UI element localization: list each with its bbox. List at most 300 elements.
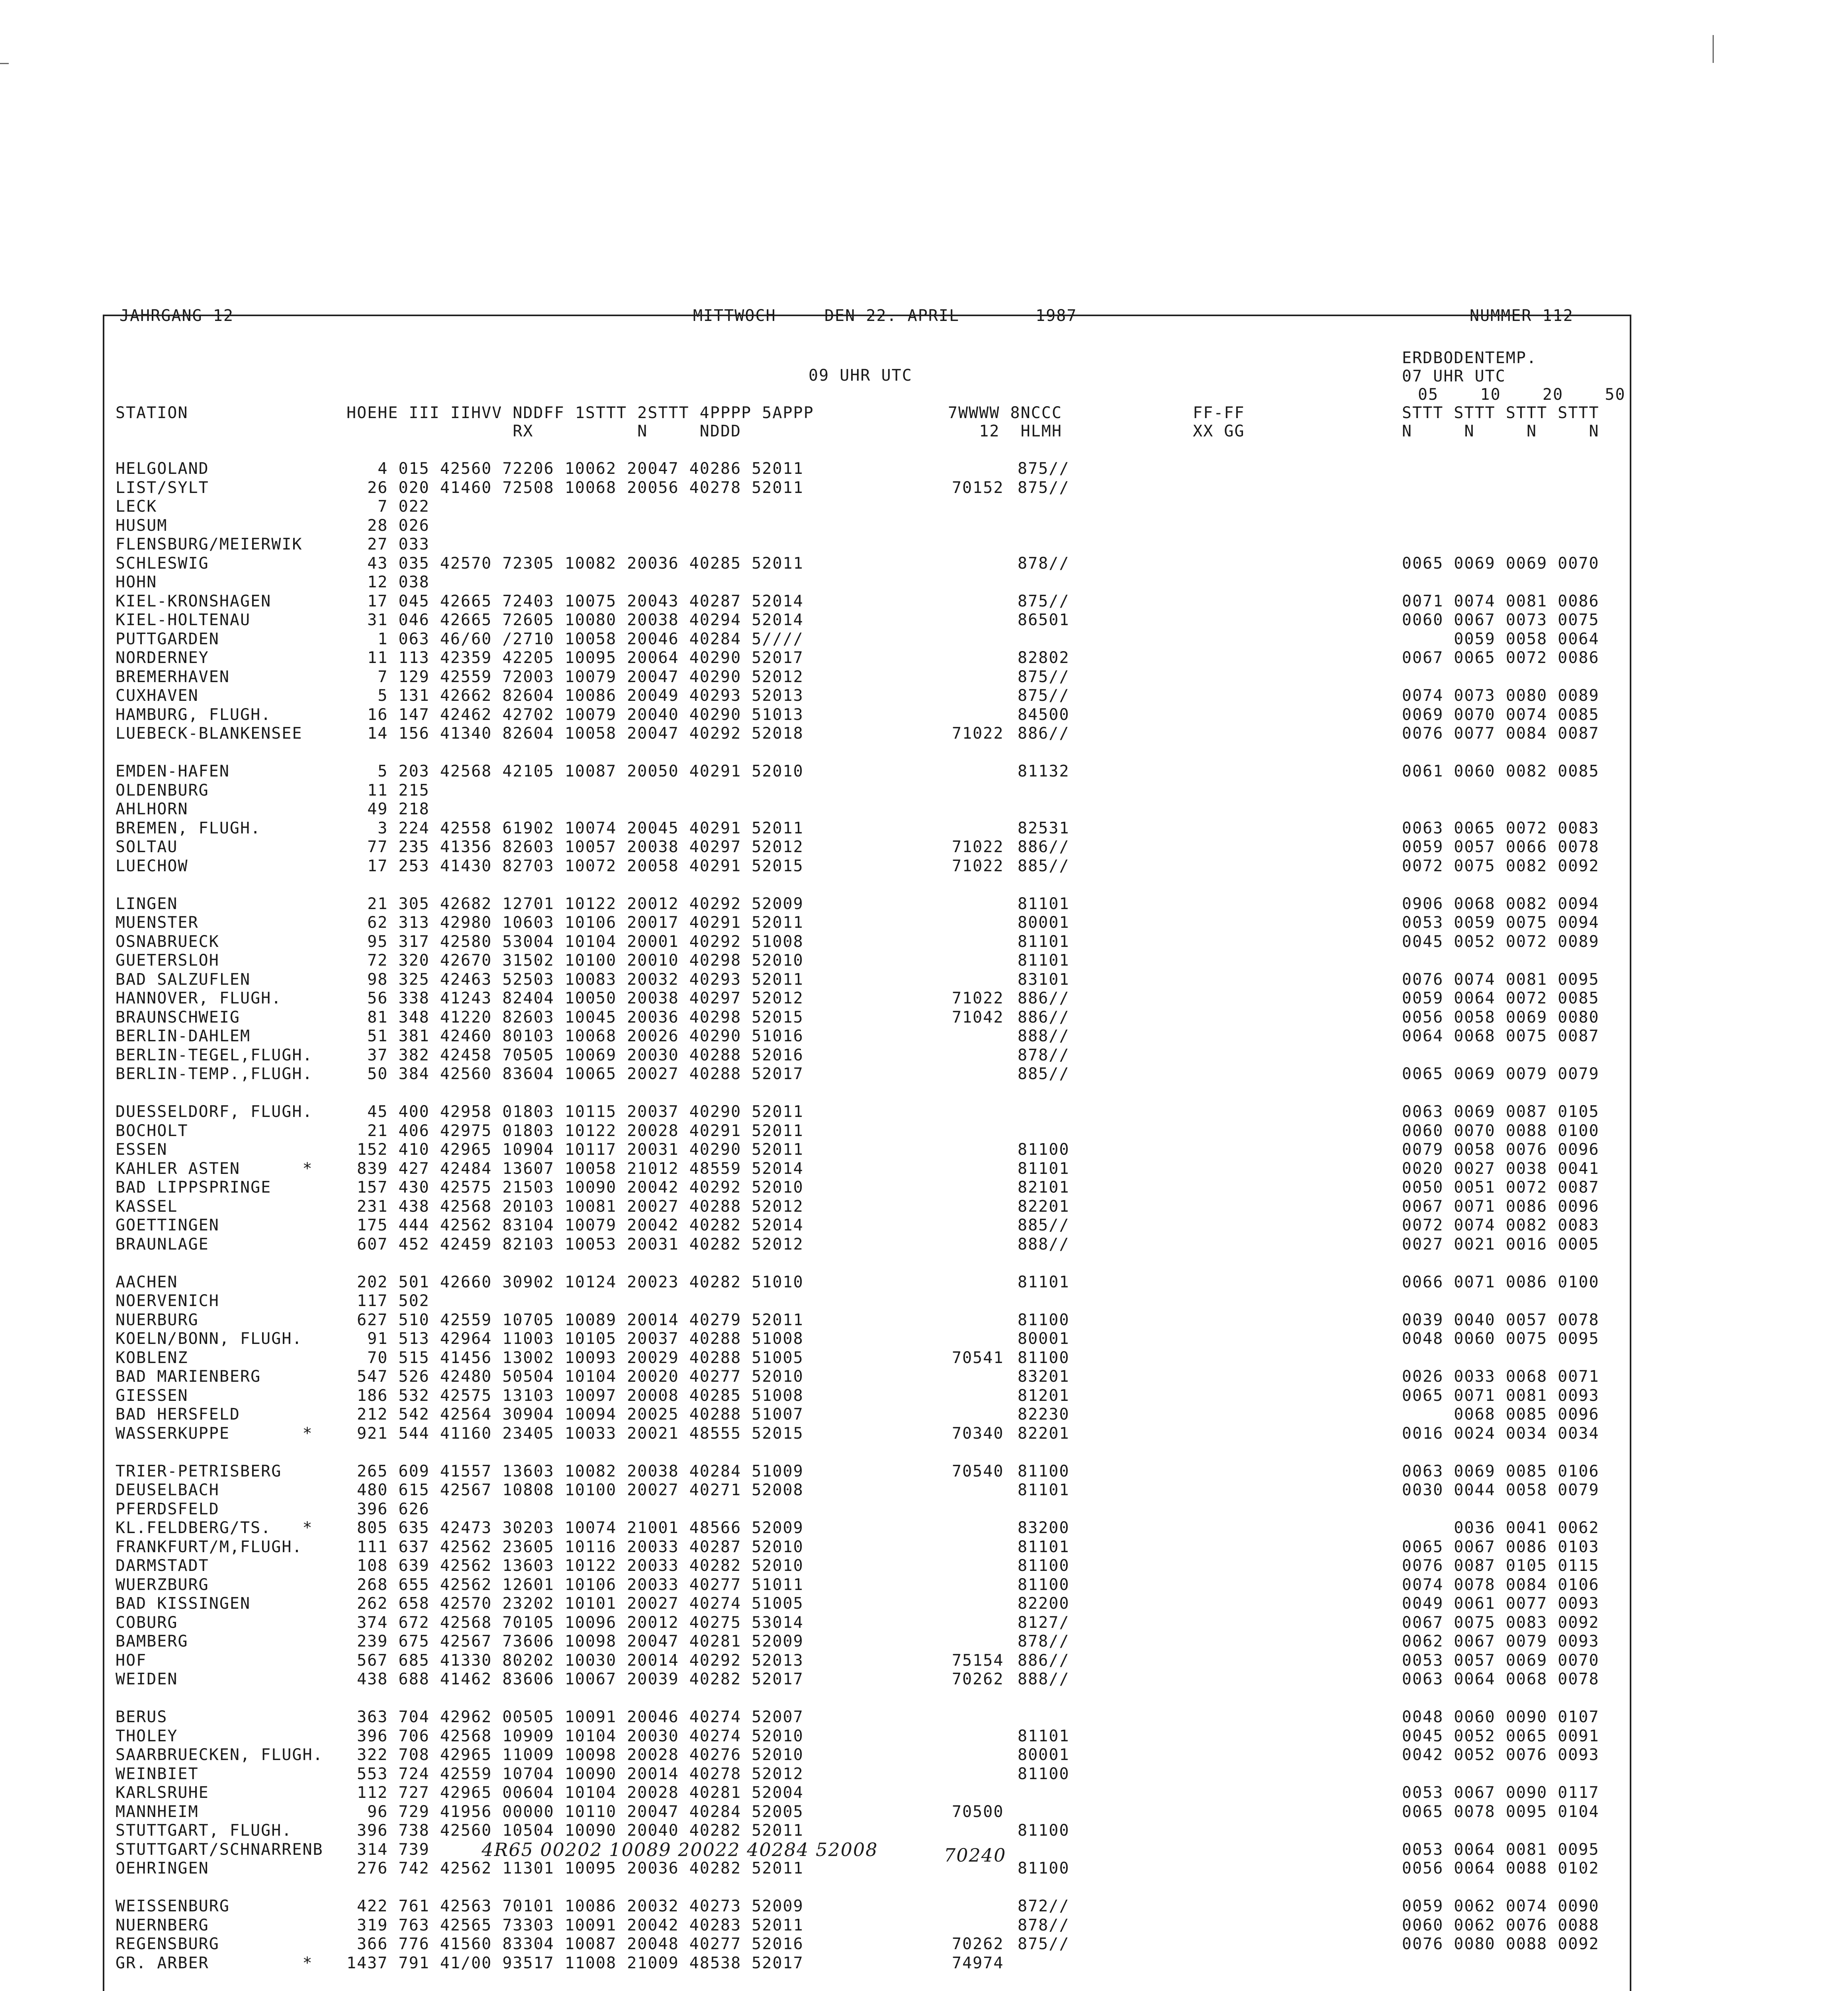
station-name: GUETERSLOH [116, 951, 219, 970]
station-name: KAHLER ASTEN * [116, 1159, 313, 1178]
station-codes: 235 41356 82603 10057 20038 40297 52012 [398, 838, 804, 856]
station-name: WEINBIET [116, 1764, 199, 1783]
cloud-code: 888// [1018, 1235, 1070, 1254]
cloud-code: 80001 [1018, 913, 1070, 932]
station-codes: 033 [398, 535, 430, 553]
scan-mark [1713, 35, 1714, 63]
station-name: BAD SALZUFLEN [116, 970, 251, 989]
station-height: 72 [367, 951, 388, 970]
station-height: 262 [357, 1594, 388, 1613]
station-name: FRANKFURT/M,FLUGH. [116, 1537, 303, 1556]
soil-temperatures: 0065 0071 0081 0093 [1402, 1386, 1599, 1405]
station-codes: 131 42662 82604 10086 20049 40293 52013 [398, 686, 804, 705]
soil-temperatures: 0039 0040 0057 0078 [1402, 1310, 1599, 1329]
station-height: 396 [357, 1821, 388, 1840]
station-codes: 526 42480 50504 10104 20020 40277 52010 [398, 1367, 804, 1386]
station-codes: 637 42562 23605 10116 20033 40287 52010 [398, 1537, 804, 1556]
station-height: 839 [357, 1159, 388, 1178]
station-codes: 381 42460 80103 10068 20026 40290 51016 [398, 1027, 804, 1045]
station-codes: 313 42980 10603 10106 20017 40291 52011 [398, 913, 804, 932]
soil-temperatures: 0063 0064 0068 0078 [1402, 1670, 1599, 1688]
soil-temperatures: 0065 0069 0079 0079 [1402, 1065, 1599, 1083]
soil-temperatures: 0060 0070 0088 0100 [1402, 1121, 1599, 1140]
station-codes: 502 [398, 1292, 430, 1310]
station-codes: 615 42567 10808 10100 20027 40271 52008 [398, 1481, 804, 1499]
station-codes: 438 42568 20103 10081 20027 40288 52012 [398, 1197, 804, 1216]
station-codes: 338 41243 82404 10050 20038 40297 52012 [398, 989, 804, 1007]
station-codes: 544 41160 23405 10033 20021 48555 52015 [398, 1424, 804, 1443]
station-name: BERUS [116, 1708, 168, 1726]
station-height: 157 [357, 1178, 388, 1197]
station-codes: 742 42562 11301 10095 20036 40282 52011 [398, 1859, 804, 1878]
station-codes: 022 [398, 497, 430, 516]
day-label: MITTWOCH [693, 307, 776, 325]
soil-temperatures: 0053 0059 0075 0094 [1402, 913, 1599, 932]
station-name: LECK [116, 497, 157, 516]
station-height: 212 [357, 1405, 388, 1424]
station-name: DUESSELDORF, FLUGH. [116, 1103, 313, 1121]
cloud-code: 886// [1018, 838, 1070, 856]
station-height: 62 [367, 913, 388, 932]
station-height: 17 [367, 857, 388, 875]
soil-temperatures: 0045 0052 0065 0091 [1402, 1727, 1599, 1745]
soil-temperatures: 0076 0080 0088 0092 [1402, 1935, 1599, 1953]
station-name: BREMERHAVEN [116, 667, 230, 686]
year-label: 1987 [1036, 307, 1077, 325]
station-codes: 384 42560 83604 10065 20027 40288 52017 [398, 1065, 804, 1083]
soil-temperatures: 0068 0085 0096 [1402, 1405, 1599, 1424]
station-height: 70 [367, 1348, 388, 1367]
weather-column-header: 7WWWW 8NCCC [948, 404, 1062, 422]
cloud-code: 888// [1018, 1027, 1070, 1045]
station-codes: 113 42359 42205 10095 20064 40290 52017 [398, 649, 804, 667]
station-height: 265 [357, 1462, 388, 1481]
station-height: 5 [378, 686, 388, 705]
station-name: WEIDEN [116, 1670, 178, 1688]
cloud-code: 81101 [1018, 894, 1070, 913]
cloud-code: 888// [1018, 1670, 1070, 1688]
soil-temperatures: 0030 0044 0058 0079 [1402, 1481, 1599, 1499]
station-name: BAD LIPPSPRINGE [116, 1178, 272, 1197]
station-name: REGENSBURG [116, 1935, 219, 1953]
station-codes: 739 [398, 1840, 430, 1859]
station-name: ESSEN [116, 1140, 168, 1159]
soil-temperatures: 0072 0074 0082 0083 [1402, 1216, 1599, 1234]
soil-depths: 05 10 20 50 [1418, 385, 1626, 404]
cloud-code: 81100 [1018, 1575, 1070, 1594]
soil-temperatures: 0060 0062 0076 0088 [1402, 1916, 1599, 1934]
weather-code: 75154 [952, 1651, 1004, 1670]
station-name: BAD KISSINGEN [116, 1594, 251, 1613]
cloud-code: 81101 [1018, 951, 1070, 970]
station-height: 50 [367, 1065, 388, 1083]
weather-code: 70262 [952, 1935, 1004, 1953]
soil-temperatures: 0076 0087 0105 0115 [1402, 1557, 1599, 1575]
station-height: 81 [367, 1008, 388, 1027]
cloud-code: 81101 [1018, 1159, 1070, 1178]
station-codes: 035 42570 72305 10082 20036 40285 52011 [398, 554, 804, 573]
station-codes: 427 42484 13607 10058 21012 48559 52014 [398, 1159, 804, 1178]
station-height: 547 [357, 1367, 388, 1386]
station-height: 51 [367, 1027, 388, 1045]
cloud-code: 875// [1018, 686, 1070, 705]
station-name: KIEL-HOLTENAU [116, 611, 251, 629]
station-codes: 706 42568 10909 10104 20030 40274 52010 [398, 1727, 804, 1745]
station-height: 108 [357, 1557, 388, 1575]
station-name: NUERBURG [116, 1310, 199, 1329]
station-codes: 046 42665 72605 10080 20038 40294 52014 [398, 611, 804, 629]
station-height: 14 [367, 724, 388, 743]
cloud-code: 81101 [1018, 1481, 1070, 1499]
station-codes: 532 42575 13103 10097 20008 40285 51008 [398, 1386, 804, 1405]
soil-temperatures: 0076 0074 0081 0095 [1402, 970, 1599, 989]
cloud-code: 83101 [1018, 970, 1070, 989]
soil-temp-header: ERDBODENTEMP. [1402, 349, 1537, 367]
soil-temperatures: 0064 0068 0075 0087 [1402, 1027, 1599, 1045]
cloud-code: 82201 [1018, 1424, 1070, 1443]
cloud-code: 885// [1018, 1065, 1070, 1083]
station-name: OSNABRUECK [116, 932, 219, 951]
station-name: HELGOLAND [116, 460, 209, 478]
station-height: 363 [357, 1708, 388, 1726]
weather-code: 70340 [952, 1424, 1004, 1443]
station-codes: 305 42682 12701 10122 20012 40292 52009 [398, 894, 804, 913]
soil-temperatures: 0059 0058 0064 [1402, 630, 1599, 648]
station-height: 28 [367, 516, 388, 535]
station-name: BERLIN-DAHLEM [116, 1027, 251, 1045]
code-column-subheaders: RX N NDDD [346, 422, 742, 440]
soil-temperatures: 0027 0021 0016 0005 [1402, 1235, 1599, 1254]
station-codes: 738 42560 10504 10090 20040 40282 52011 [398, 1821, 804, 1840]
station-codes: 382 42458 70505 10069 20030 40288 52016 [398, 1046, 804, 1064]
station-name: LUEBECK-BLANKENSEE [116, 724, 303, 743]
station-codes: 688 41462 83606 10067 20039 40282 52017 [398, 1670, 804, 1688]
station-name: KARLSRUHE [116, 1784, 209, 1802]
station-codes: 147 42462 42702 10079 20040 40290 51013 [398, 705, 804, 724]
station-codes: 729 41956 00000 10110 20047 40284 52005 [398, 1802, 804, 1821]
station-codes: 129 42559 72003 10079 20047 40290 52012 [398, 667, 804, 686]
station-height: 21 [367, 894, 388, 913]
station-height: 175 [357, 1216, 388, 1234]
station-name: BAMBERG [116, 1632, 188, 1651]
station-name: SCHLESWIG [116, 554, 209, 573]
soil-temperatures: 0072 0075 0082 0092 [1402, 857, 1599, 875]
station-name: OLDENBURG [116, 781, 209, 800]
cloud-code: 81100 [1018, 1140, 1070, 1159]
soil-temperatures: 0020 0027 0038 0041 [1402, 1159, 1599, 1178]
station-codes: 224 42558 61902 10074 20045 40291 52011 [398, 819, 804, 837]
cloud-code: 875// [1018, 592, 1070, 610]
cloud-code: 81101 [1018, 1727, 1070, 1745]
station-name: KASSEL [116, 1197, 178, 1216]
station-height: 366 [357, 1935, 388, 1953]
station-name: BREMEN, FLUGH. [116, 819, 261, 837]
weather-code: 70541 [952, 1348, 1004, 1367]
station-height: 7 [378, 497, 388, 516]
station-height: 56 [367, 989, 388, 1007]
soil-temperatures: 0067 0065 0072 0086 [1402, 649, 1599, 667]
station-codes: 542 42564 30904 10094 20025 40288 51007 [398, 1405, 804, 1424]
soil-temperatures: 0060 0067 0073 0075 [1402, 611, 1599, 629]
station-codes: 156 41340 82604 10058 20047 40292 52018 [398, 724, 804, 743]
station-height: 374 [357, 1613, 388, 1632]
cloud-code: 83201 [1018, 1367, 1070, 1386]
soil-temperatures: 0074 0078 0084 0106 [1402, 1575, 1599, 1594]
cloud-code: 83200 [1018, 1519, 1070, 1537]
station-name: WASSERKUPPE * [116, 1424, 313, 1443]
station-name: BERLIN-TEGEL,FLUGH. [116, 1046, 313, 1064]
station-codes: 218 [398, 800, 430, 818]
station-height: 12 [367, 573, 388, 591]
code-column-headers: HOEHE III IIHVV NDDFF 1STTT 2STTT 4PPPP 5APPP [346, 404, 814, 422]
station-codes: 727 42965 00604 10104 20028 40281 52004 [398, 1784, 804, 1802]
station-height: 322 [357, 1746, 388, 1764]
station-codes: 038 [398, 573, 430, 591]
station-codes: 253 41430 82703 10072 20058 40291 52015 [398, 857, 804, 875]
cloud-code: 81132 [1018, 762, 1070, 780]
soil-temperatures: 0053 0067 0090 0117 [1402, 1784, 1599, 1802]
cloud-code: 82201 [1018, 1197, 1070, 1216]
handwritten-weather-code: 70240 [944, 1844, 1006, 1866]
station-height: 231 [357, 1197, 388, 1216]
station-codes: 685 41330 80202 10030 20014 40292 52013 [398, 1651, 804, 1670]
soil-temperatures: 0050 0051 0072 0087 [1402, 1178, 1599, 1197]
station-height: 27 [367, 535, 388, 553]
weather-code: 71022 [952, 838, 1004, 856]
weather-column-subheader: 12 HLMH [948, 422, 1062, 440]
station-name: KL.FELDBERG/TS. * [116, 1519, 313, 1537]
weather-code: 71022 [952, 857, 1004, 875]
cloud-code: 886// [1018, 1008, 1070, 1027]
date-label: DEN 22. APRIL [824, 307, 960, 325]
station-name: HOHN [116, 573, 157, 591]
cloud-code: 886// [1018, 724, 1070, 743]
weather-code: 74974 [952, 1954, 1004, 1972]
station-name: GIESSEN [116, 1386, 188, 1405]
soil-temperatures: 0906 0068 0082 0094 [1402, 894, 1599, 913]
station-codes: 045 42665 72403 10075 20043 40287 52014 [398, 592, 804, 610]
station-codes: 513 42964 11003 10105 20037 40288 51008 [398, 1330, 804, 1348]
station-name: NUERNBERG [116, 1916, 209, 1934]
station-height: 117 [357, 1292, 388, 1310]
station-codes: 515 41456 13002 10093 20029 40288 51005 [398, 1348, 804, 1367]
station-column-header: STATION [116, 404, 188, 422]
station-name: GR. ARBER * [116, 1954, 313, 1972]
soil-temperatures: 0062 0067 0079 0093 [1402, 1632, 1599, 1651]
station-name: KOBLENZ [116, 1348, 188, 1367]
station-codes: 406 42975 01803 10122 20028 40291 52011 [398, 1121, 804, 1140]
cloud-code: 81101 [1018, 932, 1070, 951]
station-height: 16 [367, 705, 388, 724]
station-name: BAD HERSFELD [116, 1405, 240, 1424]
station-codes: 020 41460 72508 10068 20056 40278 52011 [398, 478, 804, 497]
station-codes: 410 42965 10904 10117 20031 40290 52011 [398, 1140, 804, 1159]
cloud-code: 875// [1018, 1935, 1070, 1953]
cloud-code: 81100 [1018, 1462, 1070, 1481]
soil-temperatures: 0063 0069 0087 0105 [1402, 1103, 1599, 1121]
cloud-code: 82200 [1018, 1594, 1070, 1613]
station-name: NOERVENICH [116, 1292, 219, 1310]
cloud-code: 80001 [1018, 1330, 1070, 1348]
station-name: THOLEY [116, 1727, 178, 1745]
station-height: 314 [357, 1840, 388, 1859]
station-height: 627 [357, 1310, 388, 1329]
station-height: 3 [378, 819, 388, 837]
station-codes: 317 42580 53004 10104 20001 40292 51008 [398, 932, 804, 951]
soil-temperatures: 0053 0064 0081 0095 [1402, 1840, 1599, 1859]
station-height: 43 [367, 554, 388, 573]
station-height: 268 [357, 1575, 388, 1594]
station-name: OEHRINGEN [116, 1859, 209, 1878]
soil-temperatures: 0048 0060 0075 0095 [1402, 1330, 1599, 1348]
soil-column-subheader: N N N N [1402, 422, 1599, 440]
station-codes: 776 41560 83304 10087 20048 40277 52016 [398, 1935, 804, 1953]
station-name: BAD MARIENBERG [116, 1367, 261, 1386]
station-height: 438 [357, 1670, 388, 1688]
jahrgang-label: JAHRGANG 12 [119, 307, 234, 325]
cloud-code: 81100 [1018, 1821, 1070, 1840]
station-name: EMDEN-HAFEN [116, 762, 230, 780]
station-height: 21 [367, 1121, 388, 1140]
station-codes: 761 42563 70101 10086 20032 40273 52009 [398, 1897, 804, 1915]
station-height: 17 [367, 592, 388, 610]
soil-temperatures: 0059 0064 0072 0085 [1402, 989, 1599, 1007]
cloud-code: 82230 [1018, 1405, 1070, 1424]
station-codes: 635 42473 30203 10074 21001 48566 52009 [398, 1519, 804, 1537]
station-name: BOCHOLT [116, 1121, 188, 1140]
station-height: 607 [357, 1235, 388, 1254]
soil-column-header: STTT STTT STTT STTT [1402, 404, 1599, 422]
station-codes: 672 42568 70105 10096 20012 40275 53014 [398, 1613, 804, 1632]
cloud-code: 81201 [1018, 1386, 1070, 1405]
station-name: AHLHORN [116, 800, 188, 818]
station-name: LUECHOW [116, 857, 188, 875]
station-name: TRIER-PETRISBERG [116, 1462, 282, 1481]
cloud-code: 872// [1018, 1897, 1070, 1915]
cloud-code: 875// [1018, 667, 1070, 686]
station-name: STUTTGART/SCHNARRENB [116, 1840, 323, 1859]
station-codes: 655 42562 12601 10106 20033 40277 51011 [398, 1575, 804, 1594]
station-codes: 724 42559 10704 10090 20014 40278 52012 [398, 1764, 804, 1783]
soil-temperatures: 0059 0062 0074 0090 [1402, 1897, 1599, 1915]
station-name: PFERDSFELD [116, 1500, 219, 1518]
station-codes: 015 42560 72206 10062 20047 40286 52011 [398, 460, 804, 478]
station-height: 202 [357, 1273, 388, 1291]
station-height: 921 [357, 1424, 388, 1443]
cloud-code: 8127/ [1018, 1613, 1070, 1632]
soil-temperatures: 0065 0069 0069 0070 [1402, 554, 1599, 573]
station-height: 5 [378, 762, 388, 780]
station-name: BERLIN-TEMP.,FLUGH. [116, 1065, 313, 1083]
station-name: DEUSELBACH [116, 1481, 219, 1499]
cloud-code: 878// [1018, 554, 1070, 573]
cloud-code: 81101 [1018, 1537, 1070, 1556]
station-name: HAMBURG, FLUGH. [116, 705, 272, 724]
station-height: 11 [367, 781, 388, 800]
soil-temperatures: 0069 0070 0074 0085 [1402, 705, 1599, 724]
station-codes: 320 42670 31502 10100 20010 40298 52010 [398, 951, 804, 970]
soil-temperatures: 0059 0057 0066 0078 [1402, 838, 1599, 856]
wind-column-subheader: XX GG [1193, 422, 1245, 440]
station-codes: 215 [398, 781, 430, 800]
station-height: 7 [378, 667, 388, 686]
station-codes: 501 42660 30902 10124 20023 40282 51010 [398, 1273, 804, 1291]
cloud-code: 84500 [1018, 705, 1070, 724]
station-codes: 325 42463 52503 10083 20032 40293 52011 [398, 970, 804, 989]
station-codes: 203 42568 42105 10087 20050 40291 52010 [398, 762, 804, 780]
cloud-code: 81100 [1018, 1764, 1070, 1783]
soil-temperatures: 0061 0060 0082 0085 [1402, 762, 1599, 780]
station-height: 186 [357, 1386, 388, 1405]
cloud-code: 885// [1018, 1216, 1070, 1234]
station-name: GOETTINGEN [116, 1216, 219, 1234]
station-height: 31 [367, 611, 388, 629]
station-name: NORDERNEY [116, 649, 209, 667]
weather-code: 71042 [952, 1008, 1004, 1027]
station-name: KIEL-KRONSHAGEN [116, 592, 272, 610]
soil-temperatures: 0056 0064 0088 0102 [1402, 1859, 1599, 1878]
station-name: SOLTAU [116, 838, 178, 856]
weather-code: 70262 [952, 1670, 1004, 1688]
station-height: 396 [357, 1500, 388, 1518]
station-height: 96 [367, 1802, 388, 1821]
station-name: HUSUM [116, 516, 168, 535]
station-codes: 763 42565 73303 10091 20042 40283 52011 [398, 1916, 804, 1934]
station-name: LIST/SYLT [116, 478, 209, 497]
station-codes: 348 41220 82603 10045 20036 40298 52015 [398, 1008, 804, 1027]
soil-temperatures: 0065 0078 0095 0104 [1402, 1802, 1599, 1821]
soil-temperatures: 0063 0065 0072 0083 [1402, 819, 1599, 837]
weather-code: 71022 [952, 989, 1004, 1007]
station-name: MANNHEIM [116, 1802, 199, 1821]
soil-temperatures: 0079 0058 0076 0096 [1402, 1140, 1599, 1159]
station-height: 112 [357, 1784, 388, 1802]
utc-time-header: 09 UHR UTC [808, 366, 912, 385]
cloud-code: 81100 [1018, 1310, 1070, 1329]
station-codes: 400 42958 01803 10115 20037 40290 52011 [398, 1103, 804, 1121]
station-codes: 609 41557 13603 10082 20038 40284 51009 [398, 1462, 804, 1481]
soil-temperatures: 0066 0071 0086 0100 [1402, 1273, 1599, 1291]
cloud-code: 886// [1018, 989, 1070, 1007]
station-name: WEISSENBURG [116, 1897, 230, 1915]
station-codes: 708 42965 11009 10098 20028 40276 52010 [398, 1746, 804, 1764]
cloud-code: 886// [1018, 1651, 1070, 1670]
soil-temperatures: 0074 0073 0080 0089 [1402, 686, 1599, 705]
station-name: SAARBRUECKEN, FLUGH. [116, 1746, 323, 1764]
cloud-code: 86501 [1018, 611, 1070, 629]
station-height: 45 [367, 1103, 388, 1121]
soil-temperatures: 0053 0057 0069 0070 [1402, 1651, 1599, 1670]
soil-temperatures: 0056 0058 0069 0080 [1402, 1008, 1599, 1027]
cloud-code: 81100 [1018, 1557, 1070, 1575]
station-height: 319 [357, 1916, 388, 1934]
station-name: MUENSTER [116, 913, 199, 932]
station-height: 91 [367, 1330, 388, 1348]
station-codes: 452 42459 82103 10053 20031 40282 52012 [398, 1235, 804, 1254]
station-codes: 026 [398, 516, 430, 535]
station-height: 567 [357, 1651, 388, 1670]
station-codes: 430 42575 21503 10090 20042 40292 52010 [398, 1178, 804, 1197]
handwritten-codes: 4R65 00202 10089 20022 40284 52008 [482, 1838, 878, 1860]
soil-temperatures: 0036 0041 0062 [1402, 1519, 1599, 1537]
cloud-code: 80001 [1018, 1746, 1070, 1764]
weather-code: 70152 [952, 478, 1004, 497]
soil-temp-time: 07 UHR UTC [1402, 367, 1506, 385]
station-height: 480 [357, 1481, 388, 1499]
wind-column-header: FF-FF [1193, 404, 1245, 422]
soil-temperatures: 0026 0033 0068 0071 [1402, 1367, 1599, 1386]
cloud-code: 81100 [1018, 1348, 1070, 1367]
